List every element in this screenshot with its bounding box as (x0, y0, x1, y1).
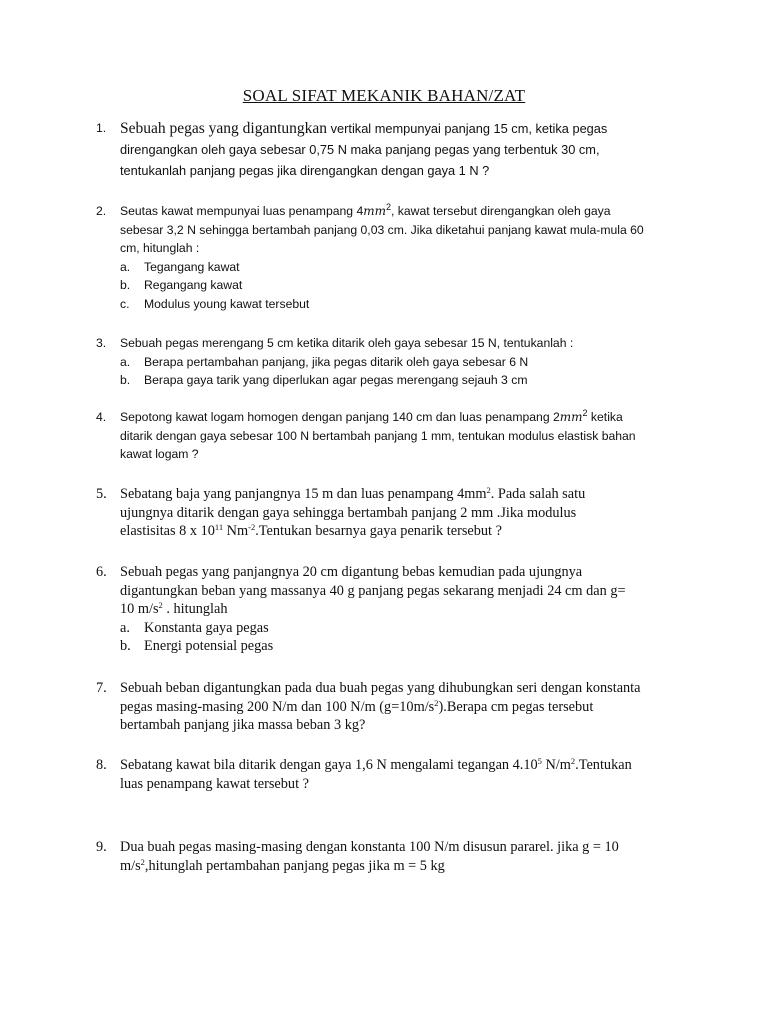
question-text: luas penampang kawat tersebut ? (120, 775, 309, 792)
question-text: ,hitunglah pertambahan panjang pegas jika m = 5 kg (144, 857, 445, 874)
question-text: Nm (223, 523, 249, 539)
question-number: 7. (96, 680, 107, 696)
question-8 (96, 756, 686, 793)
question-4 (96, 408, 686, 464)
exponent: 5 (537, 756, 542, 766)
unit-text: mm (363, 204, 386, 218)
question-number: 1. (96, 121, 107, 135)
question-text: kawat logam ? (120, 447, 199, 461)
question-number: 9. (96, 839, 107, 855)
question-text: ujungnya ditarik dengan gaya sehingga bertambah panjang 2 mm .Jika modulus (120, 504, 577, 521)
question-2 (96, 202, 686, 313)
page-title: SOAL SIFAT MEKANIK BAHAN/ZAT (242, 86, 526, 105)
question-text: cm, hitunglah : (120, 241, 200, 255)
question-text: Dua buah pegas masing-masing dengan konstanta 100 N/m disusun pararel. jika g = 10 (120, 839, 619, 855)
question-text: 10 m/s (120, 601, 159, 617)
question-text: pegas masing-masing 200 N/m dan 100 N/m (g=10m/s (120, 698, 435, 715)
question-text: ditarik dengan gaya sebesar 100 N bertambah panjang 1 mm, tentukan modulus elastisk bahan (120, 428, 636, 443)
question-9 (96, 838, 686, 875)
question-5 (96, 485, 686, 541)
exponent: 2 (140, 856, 145, 867)
sub-item: a. Berapa pertambahan panjang, jika pegas ditarik oleh gaya sebesar 6 N (120, 354, 529, 369)
question-text: , kawat tersebut direngangkan oleh gaya (391, 204, 611, 218)
exponent: -2 (248, 522, 256, 532)
question-text: . Pada salah satu (490, 486, 586, 502)
question-number: 3. (96, 336, 107, 350)
question-text: .Tentukan (575, 757, 632, 773)
question-text: N/m (541, 757, 571, 773)
question-text: Sepotong kawat logam homogen dengan panjang 140 cm dan luas penampang 2 (120, 410, 560, 424)
sub-item: b. Energi potensial pegas (120, 638, 274, 654)
question-text: direngangkan oleh gaya sebesar 0,75 N maka panjang pegas yang terbentuk 30 cm, (120, 142, 600, 157)
question-text: Sebuah pegas yang panjangnya 20 cm digantung bebas kemudian pada ujungnya (120, 564, 583, 580)
question-text: sebesar 3,2 N sehingga bertambah panjang 0,03 cm. Jika diketahui panjang kawat mula-mula 60 (120, 222, 644, 237)
question-text: Seutas kawat mempunyai luas penampang 4 (120, 204, 364, 218)
exponent: 2 (582, 408, 588, 418)
unit-text: mm (559, 410, 583, 424)
question-text: ).Berapa cm pegas tersebut (438, 698, 594, 715)
exponent: 11 (214, 522, 224, 532)
exponent: 2 (434, 697, 439, 708)
question-number: 5. (96, 486, 107, 502)
question-text: digantungkan beban yang massanya 40 g panjang pegas sekarang menjadi 24 cm dan g= (120, 582, 626, 599)
question-text: bertambah panjang jika massa beban 3 kg? (120, 717, 366, 733)
question-number: 6. (96, 564, 107, 580)
sub-item: a. Konstanta gaya pegas (120, 619, 269, 636)
question-text: . hitunglah (162, 601, 228, 617)
question-text: Sebuah pegas yang digantungkan (120, 120, 328, 137)
sub-item: b. Regangang kawat (120, 278, 243, 292)
question-number: 2. (96, 204, 107, 218)
sub-item: c. Modulus young kawat tersebut (120, 296, 310, 311)
question-text: Sebuah pegas merengang 5 cm ketika ditarik oleh gaya sebesar 15 N, tentukanlah : (120, 336, 574, 350)
question-number: 4. (96, 410, 107, 424)
question-text: .Tentukan besarnya gaya penarik tersebut ? (255, 523, 502, 539)
question-text: tentukanlah panjang pegas jika direngangkan dengan gaya 1 N ? (120, 163, 490, 178)
exponent: 2 (486, 485, 491, 495)
question-1 (96, 118, 686, 181)
question-text: Sebatang baja yang panjangnya 15 m dan luas penampang 4mm (120, 486, 487, 502)
question-6 (96, 563, 686, 656)
question-text: ketika (587, 410, 623, 424)
question-7 (96, 679, 686, 735)
question-text: Sebuah beban digantungkan pada dua buah pegas yang dihubungkan seri dengan konstanta (120, 680, 641, 696)
exponent: 2 (570, 756, 576, 766)
question-text: Sebatang kawat bila ditarik dengan gaya 1,6 N mengalami tegangan 4.10 (120, 757, 538, 773)
question-number: 8. (96, 757, 107, 773)
question-text: elastisitas 8 x 10 (120, 523, 215, 539)
exponent: 2 (386, 202, 392, 212)
exponent: 2 (158, 600, 163, 610)
sub-item: b. Berapa gaya tarik yang diperlukan agar pegas merengang sejauh 3 cm (120, 373, 528, 387)
question-3 (96, 334, 686, 390)
sub-item: a. Tegangang kawat (120, 259, 240, 274)
question-text: vertikal mempunyai panjang 15 cm, ketika pegas (327, 121, 608, 136)
question-text: m/s (120, 857, 141, 874)
